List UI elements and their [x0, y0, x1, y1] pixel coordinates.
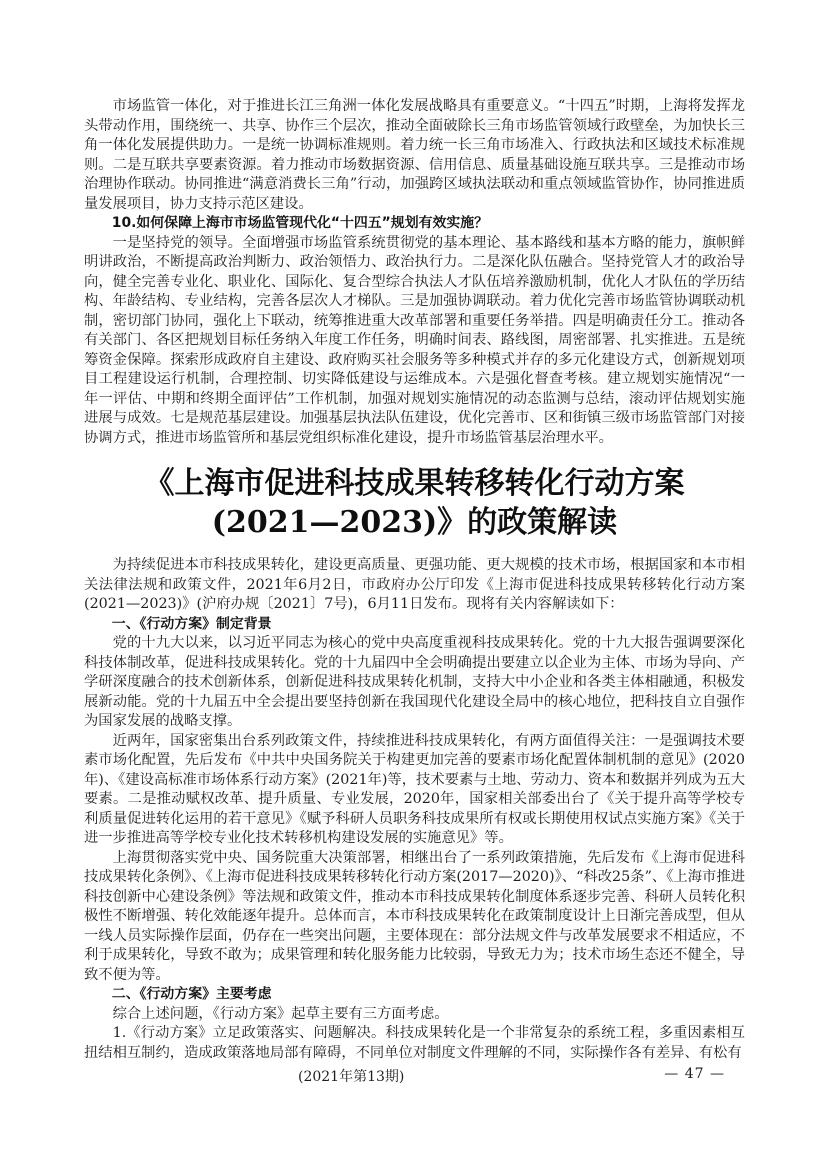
paragraph-party-congress: 党的十九大以来，以习近平同志为核心的党中央高度重视科技成果转化。党的十九大报告强调要深化科技体制改革，促进科技成果转化。党的十九届四中全会明确提出要建立以企业为主体、市场为导向、产学研深度融合的技术创新体系，创新促进科技成果转化机制，支持大中小企业和各类主体相融通，积极发展新动能。党的十九届五中全会提出要坚持创新在我国现代化建设全局中的核心地位，把科技自立自强作为国家发展的战略支撑。 — [84, 635, 745, 729]
question-10-heading: 10.如何保障上海市市场监管现代化“十四五”规划有效实施？ — [111, 215, 489, 231]
intro-paragraph-market-regulation: 市场监管一体化，对于推进长江三角洲一体化发展战略具有重要意义。“十四五”时期，上海将发挥龙头带动作用，围绕统一、共享、协作三个层次，推动全面破除长三角市场监管领域行政壁垒，为加快长三角一体化发展提供助力。一是统一协调标准规则。着力统一长三角市场准入、行政执法和区域技术标准规则。二是互联共享要素资源。着力推动市场数据资源、信用信息、质量基础设施互联共享。三是推动市场治理协作联动。协同推进“满意消费长三角”行动，加强跨区域执法联动和重点领域监管协作，协同推进质量发展项目，协力支持示范区建设。 — [84, 98, 745, 212]
issue-label: (2021年第13期) — [298, 1069, 405, 1085]
page-number: — 47 — — [664, 1066, 725, 1082]
page-content — [84, 97, 745, 1063]
article-title-line2: (2021—2023)》的政策解读 — [211, 505, 618, 540]
paragraph-shanghai-policies: 上海贯彻落实党中央、国务院重大决策部署，相继出台了一系列政策措施，先后发布《上海市促进科技成果转化条例》、《上海市促进科技成果转移转化行动方案(2017—2020)》、“科改25条”、《上海市推进科技创新中心建设条例》等法规和政策文件，推动本市科技成果转化制度体系逐步完善、科研人员转化积极性不断增强、转化效能逐年提升。总体而言，本市科技成果转化在政策制度设计上日渐完善成型，但从一线人员实际操作层面，仍存在一些突出问题，主要体现在：部分法规文件与改革发展要求不相适应，不利于成果转化，导致不敢为；成果管理和转化服务能力比较弱，导致无力为；技术市场生态还不健全，导致不便为等。 — [84, 849, 745, 983]
article-title — [84, 464, 745, 542]
article-title-line1: 《上海市促进科技成果转移转化行动方案 — [144, 466, 685, 501]
paragraph-national-policies: 近两年，国家密集出台系列政策文件，持续推进科技成果转化，有两方面值得关注：一是强调技术要素市场化配置，先后发布《中共中央国务院关于构建更加完善的要素市场化配置体制机制的意见》(2020年)、《建设高标准市场体系行动方案》(2021年)等，技术要素与土地、劳动力、资本和数据并列成为五大要素。二是推动赋权改革、提升质量、专业发展，2020年，国家相关部委出台了《关于提升高等学校专利质量促进转化运用的若干意见》《赋予科研人员职务科技成果所有权或长期使用权试点实施方案》《关于进一步推进高等学校专业化技术转移机构建设发展的实施意见》等。 — [84, 732, 745, 846]
section-heading-main-considerations: 二、《行动方案》主要考虑 — [111, 986, 272, 1002]
page-footer — [84, 1066, 745, 1086]
article-lead-paragraph: 为持续促进本市科技成果转化，建设更高质量、更强功能、更大规模的技术市场，根据国家和本市相关法律法规和政策文件，2021年6月2日，市政府办公厅印发《上海市促进科技成果转移转化行动方案(2021—2023)》(沪府办规〔2021〕7号)，6月11日发布。现将有关内容解读如下： — [84, 557, 745, 612]
section-heading-background: 一、《行动方案》制定背景 — [111, 615, 272, 632]
paragraph-three-considerations: 综合上述问题，《行动方案》起草主要有三方面考虑。 — [112, 1005, 449, 1022]
intro-paragraph-implementation-measures: 一是坚持党的领导。全面增强市场监管系统贯彻党的基本理论、基本路线和基本方略的能力，旗帜鲜明讲政治，不断提高政治判断力、政治领悟力、政治执行力。二是深化队伍融合。坚持党管人才的政治导向，健全完善专业化、职业化、国际化、复合型综合执法人才队伍培养激励机制，优化人才队伍的学历结构、年龄结构、专业结构，完善各层次人才梯队。三是加强协调联动。着力优化完善市场监管协调联动机制，密切部门协同，强化上下联动，统筹推进重大改革部署和重要任务举措。四是明确责任分工。推动各有关部门、各区把规划目标任务纳入年度工作任务，明确时间表、路线图，周密部署、扎实推进。五是统筹资金保障。探索形成政府自主建设、政府购买社会服务等多种模式并存的多元化建设方式，创新规划项目工程建设运行机制，合理控制、切实降低建设与运维成本。六是强化督查考核。建立规划实施情况“一年一评估、中期和终期全面评估”工作机制，加强对规划实施情况的动态监测与总结，滚动评估规划实施进展与成效。七是规范基层建设。加强基层执法队伍建设，优化完善市、区和街镇三级市场监管部门对接协调方式，推进市场监管所和基层党组织标准化建设，提升市场监管基层治理水平。 — [84, 234, 745, 446]
paragraph-point-1: 1.《行动方案》立足政策落实、问题解决。科技成果转化是一个非常复杂的系统工程，多重因素相互扭结相互制约，造成政策落地局部有障碍，不同单位对制度文件理解的不同，实际操作各有差异、有松有 — [84, 1025, 745, 1061]
